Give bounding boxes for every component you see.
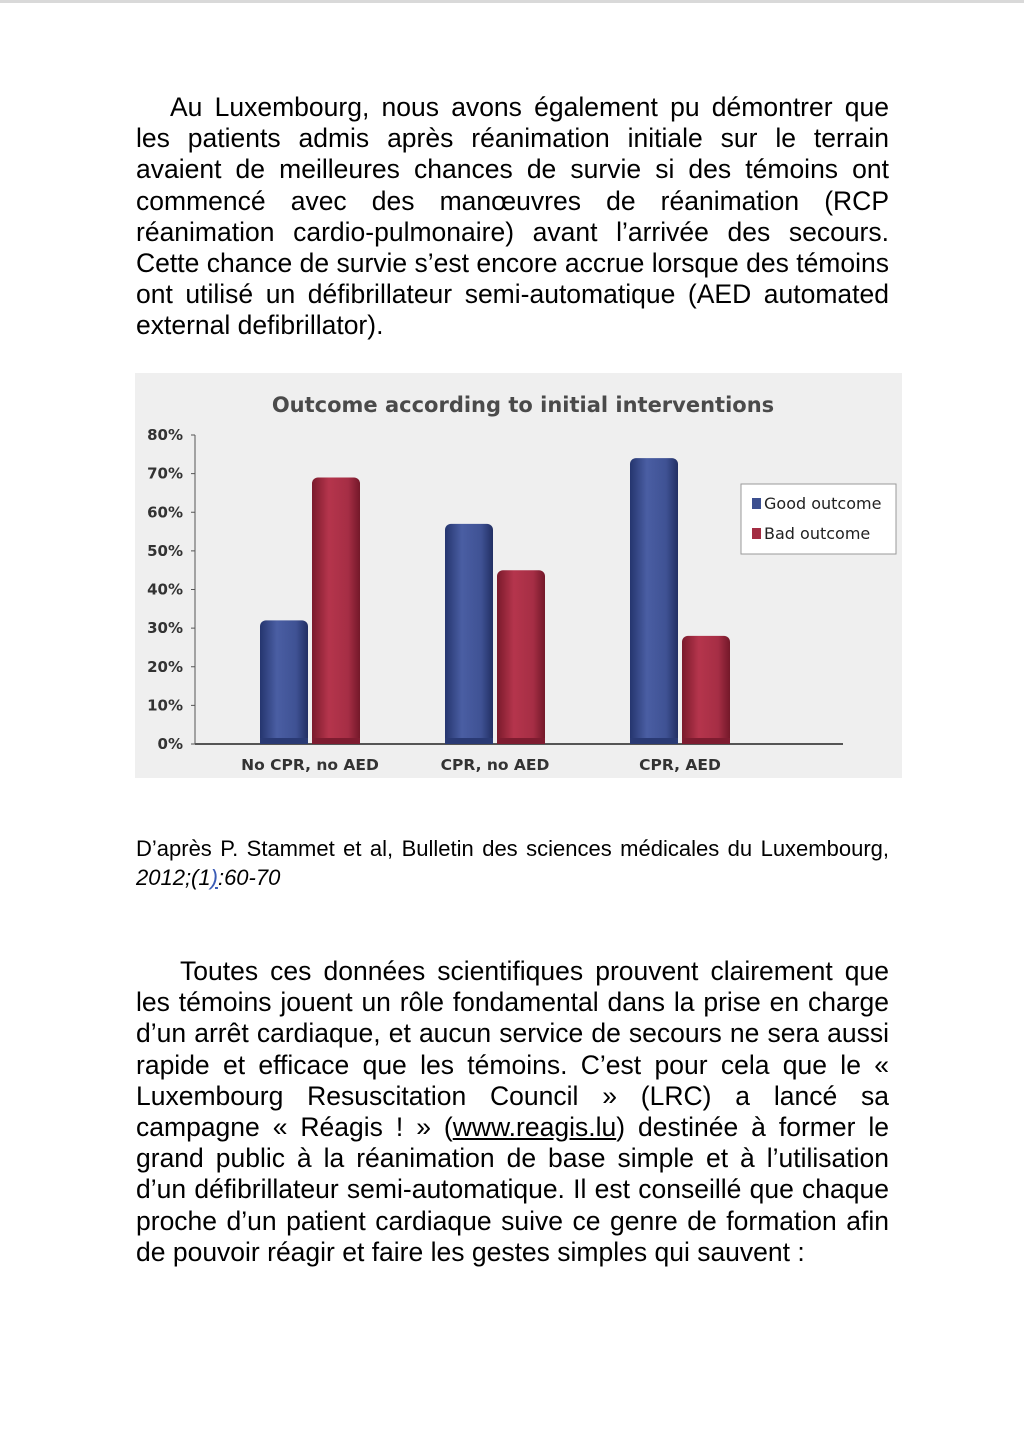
reagis-link[interactable]: www.reagis.lu [452,1112,617,1143]
paragraph-intro-text: Au Luxembourg, nous avons également pu démontrer que les patients admis après réanimation initiale sur le terrain avaient de meilleures chances de survie si des témoins ont commencé avec des manœuvres de réanimation (RCP réanimation cardio-pulmonaire) avant l’arrivée des secours. Cette chance de survie s’est encore accrue lorsque des témoins ont utilisé un défibrillateur semi-automatique (AED automated external defibrillator). [136,92,889,341]
bar-base [260,738,308,744]
legend-label: Bad outcome [764,524,871,543]
outcome-chart [135,373,902,778]
category-label: CPR, AED [639,756,721,774]
page-top-border [0,0,1024,3]
caption-cite-a: 2012;(1 [136,865,211,890]
y-tick-label: 50% [147,541,183,560]
bar-base [497,738,545,744]
legend-swatch [752,528,761,539]
y-tick-label: 30% [147,619,183,638]
bar-base [682,738,730,744]
y-tick-label: 40% [147,580,183,599]
y-tick-label: 10% [147,696,183,715]
caption-text: D’après P. Stammet et al, Bulletin des sciences médicales du Luxembourg, [136,836,889,861]
figure-caption [136,834,889,892]
y-tick-label: 60% [147,503,183,522]
y-tick-label: 80% [147,426,183,444]
paragraph-conclusion-text-a: Toutes ces données scientifiques prouvent clairement que les témoins jouent un rôle fondamental dans la prise en charge d’un arrêt cardiaque, et aucun service de secours ne sera aussi rapide et efficace que les témoins. C’est pour cela que le « Luxembourg Resuscitation Council » (LRC) a lancé sa campagne « Réagis ! » ( [136,956,889,1143]
y-tick-label: 20% [147,657,183,676]
bad-outcome-bar-3 [682,636,730,744]
bad-outcome-bar-1 [312,477,360,744]
bad-outcome-bar-2 [497,570,545,744]
outcome-chart-svg [135,373,902,778]
y-tick-label: 70% [147,464,183,483]
good-outcome-bar-2 [445,524,493,744]
caption-cite-link[interactable]: ) [210,865,218,890]
caption-cite-b: :60-70 [217,865,281,890]
bar-base [630,738,678,744]
chart-title: Outcome according to initial interventions [271,393,775,417]
category-label: No CPR, no AED [241,756,379,774]
paragraph-conclusion [136,956,889,1268]
good-outcome-bar-3 [630,458,678,744]
legend-label: Good outcome [764,494,882,513]
bar-base [312,738,360,744]
paragraph-conclusion-text-b: ) destinée à former le grand public à la réanimation de base simple et à l’utilisation d’un défibrillateur semi-automatique. Il est conseillé que chaque proche d’un patient cardiaque suive ce genre de formation afin de pouvoir réagir et faire les gestes simples qui sauvent : [136,1112,889,1267]
chart-legend [741,484,896,554]
good-outcome-bar-1 [260,620,308,744]
y-tick-label: 0% [157,735,183,753]
legend-swatch [752,498,761,509]
bar-base [445,738,493,744]
paragraph-intro [136,92,889,342]
category-label: CPR, no AED [440,756,550,774]
